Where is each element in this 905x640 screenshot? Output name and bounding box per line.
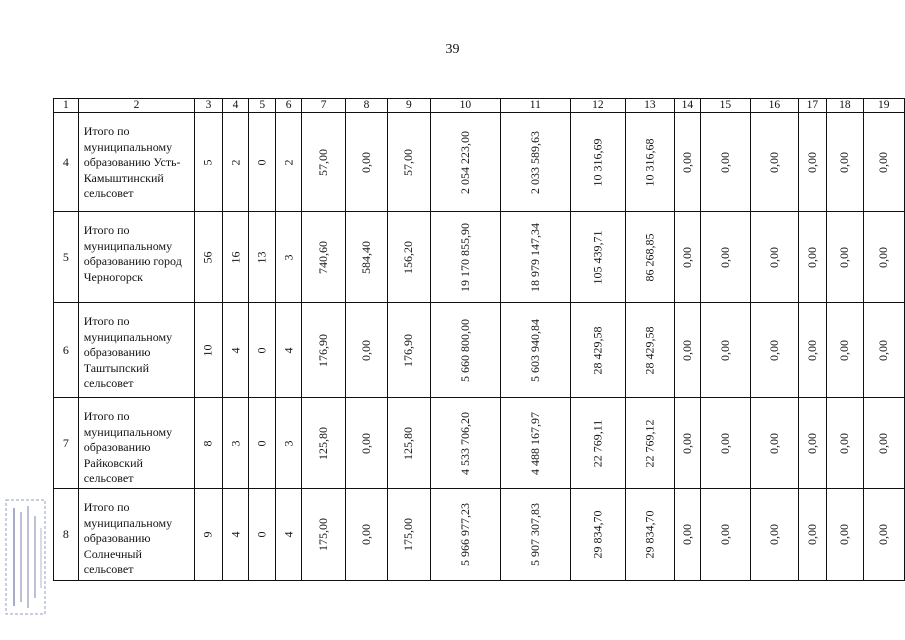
cell-c13: 29 834,70 — [642, 510, 657, 559]
cell-c15: 0,00 — [717, 151, 732, 173]
cell-c14: 0,00 — [679, 524, 694, 545]
cell-c13: 10 316,68 — [642, 138, 657, 186]
cell-c16: 0,00 — [766, 246, 781, 268]
municipality-name: Итого по муниципальному образованию Усть-Камыштинский сельсовет — [78, 113, 195, 212]
column-header: 2 — [78, 99, 195, 113]
cell-c6: 4 — [281, 347, 296, 353]
column-header: 14 — [674, 99, 700, 113]
cell-c10: 19 170 855,90 — [457, 222, 472, 292]
cell-c13: 86 268,85 — [642, 233, 657, 281]
cell-c8: 584,40 — [358, 240, 373, 274]
row-number: 4 — [54, 113, 79, 212]
cell-c6: 3 — [281, 254, 296, 260]
approval-stamp-icon — [4, 498, 47, 616]
column-header: 8 — [345, 99, 387, 113]
cell-c10: 4 533 706,20 — [457, 411, 472, 475]
column-header: 10 — [430, 99, 500, 113]
table-row — [54, 303, 905, 398]
cell-c9: 156,20 — [401, 240, 416, 274]
cell-c18: 0,00 — [837, 151, 852, 173]
cell-c16: 0,00 — [766, 339, 781, 361]
row-number: 6 — [54, 303, 79, 398]
cell-c7: 125,80 — [316, 426, 331, 460]
cell-c5: 13 — [254, 251, 269, 263]
cell-c13: 28 429,58 — [642, 326, 657, 374]
column-header: 1 — [54, 99, 79, 113]
cell-c6: 3 — [281, 440, 296, 446]
cell-c7: 740,60 — [316, 240, 331, 274]
column-header: 15 — [700, 99, 750, 113]
cell-c11: 4 488 167,97 — [527, 411, 542, 475]
municipality-name: Итого по муниципальному образованию Таштыпский сельсовет — [78, 303, 195, 398]
cell-c11: 5 603 940,84 — [527, 318, 542, 382]
cell-c3: 9 — [200, 531, 215, 538]
cell-c14: 0,00 — [679, 151, 694, 173]
cell-c3: 10 — [200, 344, 215, 356]
column-header: 16 — [751, 99, 799, 113]
cell-c12: 22 769,11 — [590, 419, 605, 467]
column-header: 11 — [500, 99, 570, 113]
column-header: 5 — [249, 99, 276, 113]
row-number: 5 — [54, 212, 79, 303]
row-number: 8 — [54, 489, 79, 581]
cell-c5: 0 — [254, 440, 269, 446]
cell-c19: 0,00 — [876, 339, 891, 361]
cell-c10: 2 054 223,00 — [457, 130, 472, 194]
cell-c17: 0,00 — [804, 524, 819, 545]
municipality-name: Итого по муниципальному образованию город Черногорск — [78, 212, 195, 303]
cell-c4: 16 — [228, 251, 243, 263]
data-table — [53, 98, 905, 581]
header-row — [54, 99, 905, 113]
column-header: 18 — [827, 99, 863, 113]
column-header: 17 — [798, 99, 826, 113]
table-row — [54, 489, 905, 581]
page-number: 39 — [445, 42, 460, 57]
cell-c10: 5 966 977,23 — [457, 503, 472, 566]
cell-c14: 0,00 — [679, 339, 694, 361]
cell-c14: 0,00 — [679, 432, 694, 454]
table-row — [54, 113, 905, 212]
cell-c4: 4 — [228, 347, 243, 353]
cell-c16: 0,00 — [766, 432, 781, 454]
column-header: 3 — [195, 99, 222, 113]
cell-c5: 0 — [254, 347, 269, 353]
cell-c5: 0 — [254, 159, 269, 165]
cell-c6: 4 — [281, 531, 296, 538]
cell-c15: 0,00 — [717, 339, 732, 361]
cell-c19: 0,00 — [876, 246, 891, 268]
table-row — [54, 212, 905, 303]
cell-c15: 0,00 — [717, 432, 732, 454]
column-header: 19 — [863, 99, 904, 113]
cell-c9: 176,90 — [401, 333, 416, 367]
table-row — [54, 398, 905, 489]
cell-c11: 5 907 307,83 — [527, 503, 542, 566]
cell-c16: 0,00 — [766, 524, 781, 545]
cell-c9: 125,80 — [401, 426, 416, 460]
cell-c12: 10 316,69 — [590, 138, 605, 186]
cell-c15: 0,00 — [717, 246, 732, 268]
cell-c17: 0,00 — [804, 339, 819, 361]
cell-c3: 8 — [200, 440, 215, 446]
cell-c3: 5 — [200, 159, 215, 165]
municipality-name: Итого по муниципальному образованию Райковский сельсовет — [78, 398, 195, 489]
cell-c12: 105 439,71 — [590, 230, 605, 284]
cell-c8: 0,00 — [358, 524, 373, 545]
cell-c8: 0,00 — [358, 151, 373, 173]
column-header: 13 — [625, 99, 674, 113]
cell-c7: 57,00 — [316, 148, 331, 176]
cell-c11: 18 979 147,34 — [527, 222, 542, 292]
column-header: 6 — [276, 99, 302, 113]
cell-c18: 0,00 — [837, 432, 852, 454]
column-header: 4 — [222, 99, 249, 113]
cell-c5: 0 — [254, 531, 269, 538]
cell-c18: 0,00 — [837, 246, 852, 268]
cell-c19: 0,00 — [876, 524, 891, 545]
cell-c17: 0,00 — [804, 432, 819, 454]
row-number: 7 — [54, 398, 79, 489]
municipality-name: Итого по муниципальному образованию Солнечный сельсовет — [78, 489, 195, 581]
cell-c8: 0,00 — [358, 432, 373, 454]
cell-c4: 3 — [228, 440, 243, 446]
cell-c18: 0,00 — [837, 339, 852, 361]
cell-c7: 175,00 — [316, 518, 331, 551]
cell-c13: 22 769,12 — [642, 419, 657, 467]
cell-c12: 28 429,58 — [590, 326, 605, 374]
cell-c7: 176,90 — [316, 333, 331, 367]
column-header: 7 — [302, 99, 346, 113]
cell-c15: 0,00 — [717, 524, 732, 545]
cell-c14: 0,00 — [679, 246, 694, 268]
cell-c11: 2 033 589,63 — [527, 130, 542, 194]
cell-c16: 0,00 — [766, 151, 781, 173]
cell-c10: 5 660 800,00 — [457, 318, 472, 382]
cell-c3: 56 — [200, 251, 215, 263]
cell-c17: 0,00 — [804, 246, 819, 268]
cell-c6: 2 — [281, 159, 296, 165]
cell-c19: 0,00 — [876, 432, 891, 454]
cell-c9: 175,00 — [401, 518, 416, 551]
cell-c19: 0,00 — [876, 151, 891, 173]
cell-c9: 57,00 — [401, 148, 416, 176]
cell-c18: 0,00 — [837, 524, 852, 545]
column-header: 9 — [388, 99, 431, 113]
cell-c17: 0,00 — [804, 151, 819, 173]
cell-c4: 2 — [228, 159, 243, 165]
cell-c4: 4 — [228, 531, 243, 538]
column-header: 12 — [570, 99, 625, 113]
cell-c12: 29 834,70 — [590, 510, 605, 559]
cell-c8: 0,00 — [358, 339, 373, 361]
